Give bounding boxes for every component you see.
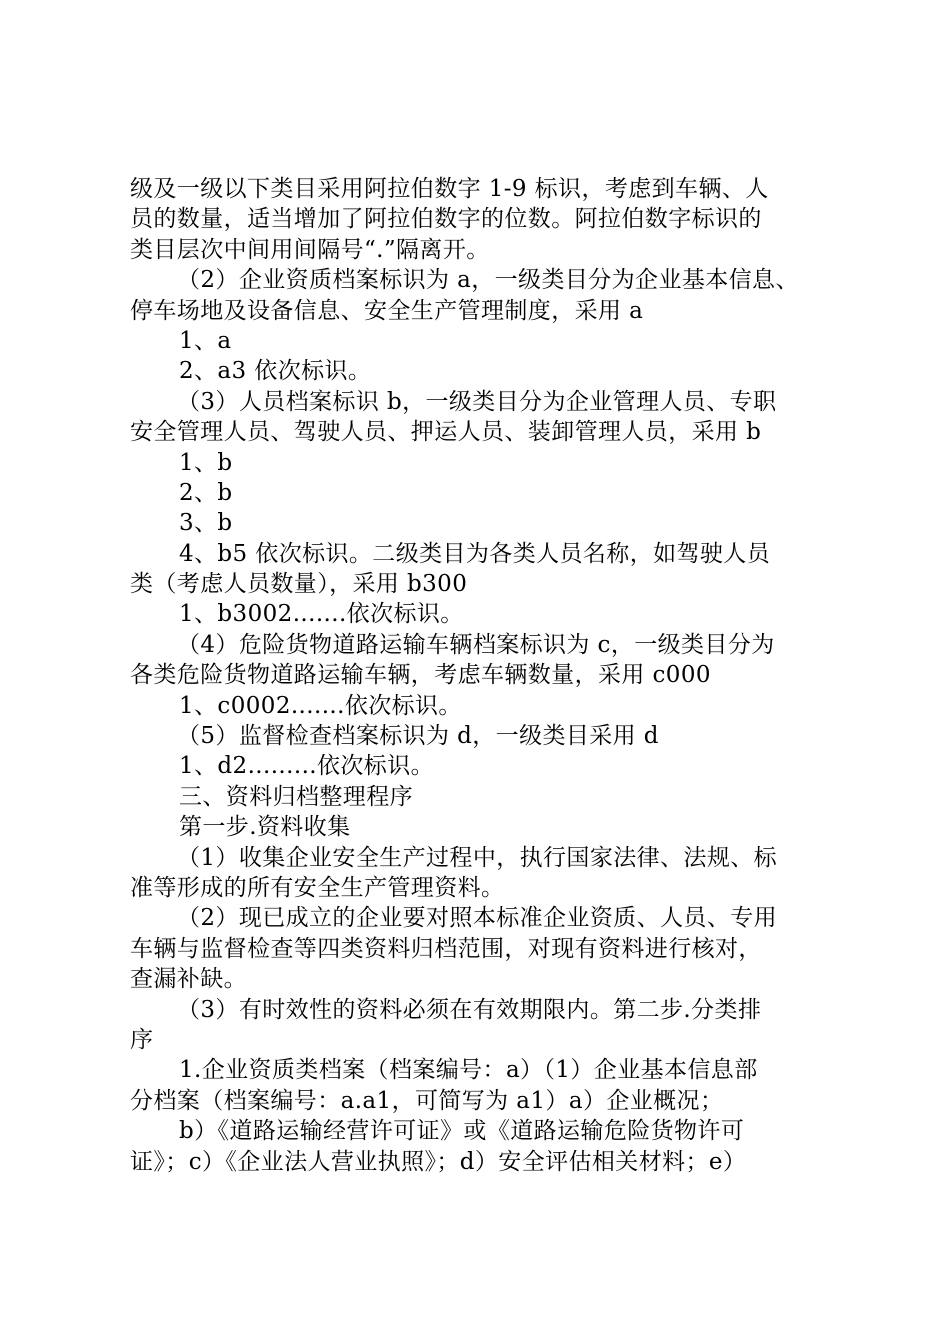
document-body (130, 174, 840, 1177)
text-line: 证》；c）《企业法人营业执照》；d）安全评估相关材料；e） (130, 1148, 747, 1175)
text-line: （2）企业资质档案标识为 a，一级类目分为企业基本信息、 (177, 267, 799, 294)
text-line: 车辆与监督检查等四类资料归档范围，对现有资料进行核对， (130, 935, 762, 962)
text-line: （1）收集企业安全生产过程中，执行国家法律、法规、标 (177, 844, 778, 871)
text-line: 2、b (179, 479, 233, 506)
text-line: 分档案（档案编号：a.a1，可简写为 a1）a）企业概况； (130, 1087, 724, 1114)
text-line: 准等形成的所有安全生产管理资料。 (130, 874, 505, 901)
text-line: 停车场地及设备信息、安全生产管理制度，采用 a (130, 297, 644, 324)
text-line: 1、c0002.......依次标识。 (179, 692, 462, 719)
text-line: 1、b (179, 449, 233, 476)
text-line: 安全管理人员、驾驶人员、押运人员、装卸管理人员，采用 b (130, 419, 762, 446)
text-line: 类（考虑人员数量），采用 b300 (130, 571, 468, 598)
text-line: 类目层次中间用间隔号“.”隔离开。 (130, 236, 490, 263)
text-line: （3）有时效性的资料必须在有效期限内。第二步.分类排 (177, 996, 762, 1023)
text-line: 各类危险货物道路运输车辆，考虑车辆数量，采用 c000 (130, 662, 711, 689)
text-line: （3）人员档案标识 b，一级类目分为企业管理人员、专职 (177, 388, 777, 415)
step-heading: 第一步.资料收集 (179, 814, 351, 841)
text-line: 4、b5 依次标识。二级类目为各类人员名称，如驾驶人员 (179, 540, 771, 567)
text-line: （4）危险货物道路运输车辆档案标识为 c，一级类目分为 (177, 631, 775, 658)
section-heading: 三、资料归档整理程序 (179, 783, 413, 810)
text-line: 2、a3 依次标识。 (179, 358, 372, 385)
text-line: 1、d2.........依次标识。 (179, 753, 434, 780)
text-line: 序 (130, 1026, 154, 1053)
text-line: （2）现已成立的企业要对照本标准企业资质、人员、专用 (177, 905, 778, 932)
text-line: 级及一级以下类目采用阿拉伯数字 1-9 标识，考虑到车辆、人 (130, 176, 769, 202)
text-line: 1、b3002.......依次标识。 (179, 601, 464, 628)
text-line: 1.企业资质类档案（档案编号：a）（1）企业基本信息部 (179, 1057, 758, 1084)
text-line: 查漏补缺。 (130, 966, 247, 993)
text-line: （5）监督检查档案标识为 d，一级类目采用 d (177, 723, 659, 750)
text-line: 3、b (179, 510, 233, 537)
text-line: b）《道路运输经营许可证》或《道路运输危险货物许可 (179, 1118, 745, 1145)
text-line: 1、a (179, 327, 232, 354)
text-line: 员的数量，适当增加了阿拉伯数字的位数。阿拉伯数字标识的 (130, 206, 762, 233)
